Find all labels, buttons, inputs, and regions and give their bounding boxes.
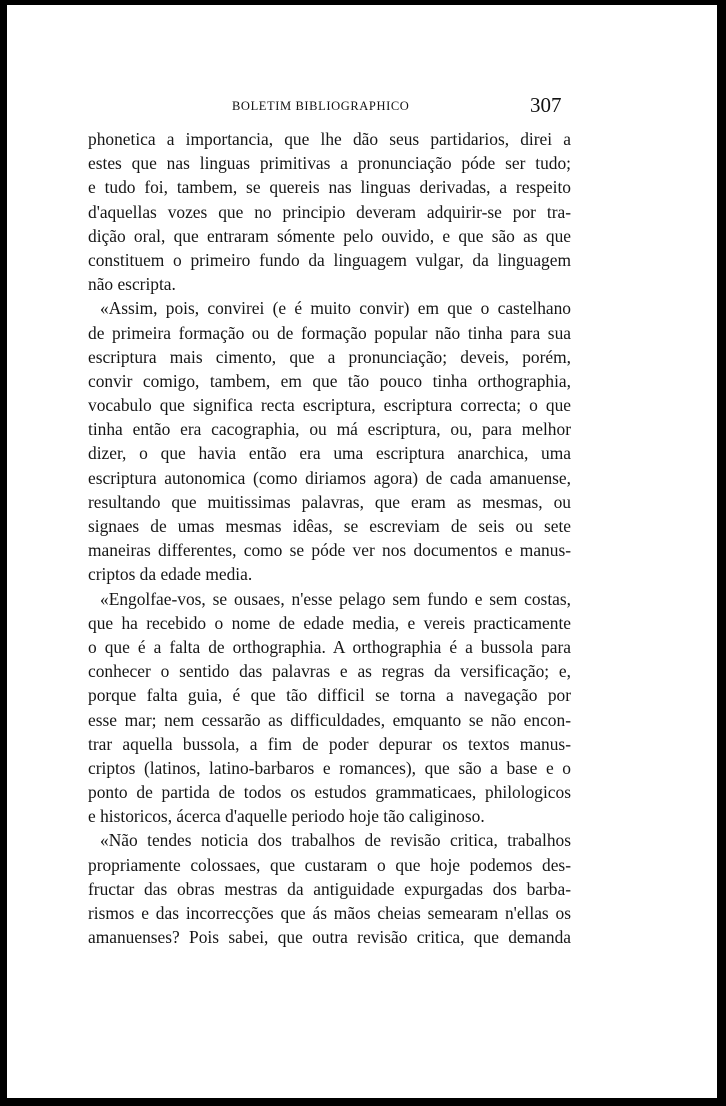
text-line: «Assim, pois, convirei (e é muito convir) em que o castelhano [100,298,571,319]
text-line: de primeira formação ou de formação popular não tinha para sua [88,322,571,343]
text-line: signaes de umas mesmas idêas, se escreviam de seis ou sete [88,516,571,536]
text-line: dição oral, que entraram sómente pelo ouvido, e que são as que [88,225,571,246]
text-line: d'aquellas vozes que no principio deveram adquirir-se por tra- [88,201,571,222]
text-line: conhecer o sentido das palavras e as regras da versificação; e, [88,661,571,682]
text-line: «Não tendes noticia dos trabalhos de revisão critica, trabalhos [100,830,571,851]
text-line: propriamente colossaes, que custaram o que hoje podemos des- [88,854,571,875]
text-line: resultando que muitissimas palavras, que eram as mesmas, ou [88,491,571,512]
text-line: criptos da edade media. [88,564,253,585]
text-line: e historicos, ácerca d'aquelle periodo hoje tão caliginoso. [88,806,485,827]
text-line: o que é a falta de orthographia. A orthographia é a bussola para [88,636,571,657]
text-line: maneiras differentes, como se póde ver nos documentos e manus- [88,540,571,561]
body-text [88,127,571,949]
text-line: convir comigo, tambem, em que tão pouco tinha orthographia, [88,370,571,391]
text-line: estes que nas linguas primitivas a pronunciação póde ser tudo; [88,153,571,174]
running-title: BOLETIM BIBLIOGRAPHICO [232,99,410,113]
text-line: tinha então era cacographia, ou má escriptura, ou, para melhor [88,419,571,440]
text-line: constituem o primeiro fundo da linguagem vulgar, da linguagem [88,249,571,270]
book-page [7,5,717,1098]
text-line: não escripta. [88,274,176,295]
text-line: escriptura mais cimento, que a pronunciação; deveis, porém, [88,346,571,367]
text-line: amanuenses? Pois sabei, que outra revisão critica, que demanda [88,927,571,948]
text-line: trar aquella bussola, a fim de poder depurar os textos manus- [88,733,571,754]
text-line: que ha recebido o nome de edade media, e vereis practicamente [88,612,571,633]
text-line: fructar das obras mestras da antiguidade expurgadas dos barba- [88,878,571,899]
text-line: porque falta guia, é que tão difficil se torna a navegação por [88,685,571,706]
text-line: rismos e das incorrecções que ás mãos cheias semearam n'ellas os [88,903,571,923]
text-line: e tudo foi, tambem, se quereis nas linguas derivadas, a respeito [88,177,571,198]
text-line: «Engolfae-vos, se ousaes, n'esse pelago sem fundo e sem costas, [100,588,571,609]
text-line: ponto de partida de todos os estudos grammaticaes, philologicos [88,782,571,803]
page-number: 307 [530,93,562,117]
text-line: phonetica a importancia, que lhe dão seus partidarios, direi a [88,129,571,149]
text-line: dizer, o que havia então era uma escriptura anarchica, uma [88,443,571,464]
text-line: esse mar; nem cessarão as difficuldades, emquanto se não encon- [88,709,571,730]
text-line: vocabulo que significa recta escriptura, escriptura correcta; o que [88,395,571,416]
page-header [7,93,717,121]
text-line: escriptura autonomica (como diriamos agora) de cada amanuense, [88,467,571,488]
text-line: criptos (latinos, latino-barbaros e romances), que são a base e o [88,757,571,778]
